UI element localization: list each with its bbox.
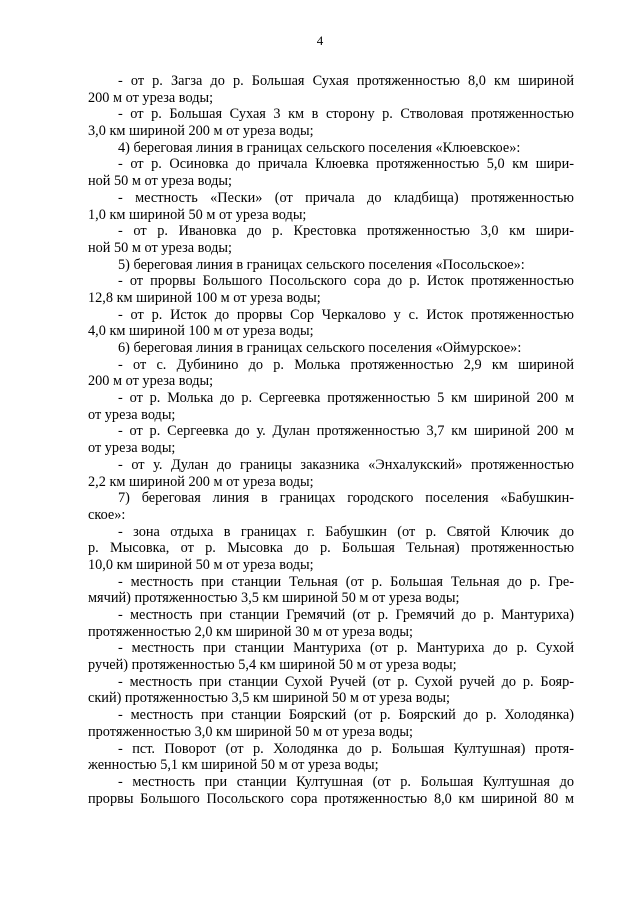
text-line: 200 м от уреза воды; — [88, 89, 214, 106]
text-line: - местность при станции Култушная (от р. Большая Култушная до — [118, 773, 574, 790]
text-line: от уреза воды; — [88, 406, 176, 423]
text-line: - от р. Большая Сухая 3 км в сторону р. Стволовая протяженностью — [118, 106, 574, 123]
text-line: прорвы Большого Посольского сора протяженностью 8,0 км шириной 80 м — [88, 790, 574, 807]
text-line: 2,2 км шириной 200 м от уреза воды; — [88, 473, 314, 490]
text-line: 12,8 км шириной 100 м от уреза воды; — [88, 289, 321, 306]
text-line: - от р. Ивановка до р. Крестовка протяженностью 3,0 км шири- — [118, 223, 574, 240]
text-line: 4,0 км шириной 100 м от уреза воды; — [88, 323, 314, 340]
text-line: ручей) протяженностью 5,4 км шириной 50 м от уреза воды; — [88, 657, 457, 674]
text-line: протяженностью 3,0 км шириной 50 м от уреза воды; — [88, 723, 414, 740]
text-line: 200 м от уреза воды; — [88, 373, 214, 390]
text-line: р. Мысовка, от р. Мысовка до р. Большая Тельная) протяженностью — [88, 540, 574, 557]
text-line: - местность при станции Боярский (от р. Боярский до р. Холодянка) — [118, 707, 574, 724]
text-line: - местность при станции Тельная (от р. Большая Тельная до р. Гре- — [118, 573, 574, 590]
text-line: - зона отдыха в границах г. Бабушкин (от р. Святой Ключик до — [118, 523, 574, 540]
text-line: ский) протяженностью 3,5 км шириной 50 м от уреза воды; — [88, 690, 450, 707]
text-line: 7) береговая линия в границах городского поселения «Бабушкин- — [118, 490, 574, 507]
text-line: - от р. Сергеевка до у. Дулан протяженностью 3,7 км шириной 200 м — [118, 423, 574, 440]
text-line: - от у. Дулан до границы заказника «Энхалукский» протяженностью — [118, 456, 574, 473]
text-line: мячий) протяженностью 3,5 км шириной 50 м от уреза воды; — [88, 590, 460, 607]
text-line: 6) береговая линия в границах сельского поселения «Оймурское»: — [118, 340, 522, 356]
text-line: 1,0 км шириной 50 м от уреза воды; — [88, 206, 307, 223]
text-line: 5) береговая линия в границах сельского поселения «Посольское»: — [118, 256, 525, 273]
text-line: протяженностью 2,0 км шириной 30 м от уреза воды; — [88, 623, 414, 640]
text-line: - местность «Пески» (от причала до кладбища) протяженностью — [118, 189, 574, 206]
text-line: - местность при станции Гремячий (от р. Гремячий до р. Мантуриха) — [118, 607, 574, 623]
text-line: - местность при станции Сухой Ручей (от р. Сухой ручей до р. Бояр- — [118, 673, 574, 690]
page-number: 4 — [316, 33, 324, 48]
text-line: от уреза воды; — [88, 440, 176, 457]
text-line: - от с. Дубинино до р. Молька протяженностью 2,9 км шириной — [118, 356, 574, 373]
text-line: 3,0 км шириной 200 м от уреза воды; — [88, 123, 314, 140]
text-line: женностью 5,1 км шириной 50 м от уреза воды; — [88, 757, 379, 774]
text-line: - от р. Исток до прорвы Сор Черкалово у с. Исток протяженностью — [118, 306, 574, 323]
text-line: - от р. Загза до р. Большая Сухая протяженностью 8,0 км шириной — [118, 73, 574, 89]
text-line: - от р. Молька до р. Сергеевка протяженностью 5 км шириной 200 м — [118, 390, 574, 407]
text-line: 10,0 км шириной 50 м от уреза воды; — [88, 556, 314, 573]
text-line: - пст. Поворот (от р. Холодянка до р. Большая Култушная) протя- — [118, 740, 574, 757]
text-line: - местность при станции Мантуриха (от р. Мантуриха до р. Сухой — [118, 640, 574, 657]
text-line: 4) береговая линия в границах сельского поселения «Клюевское»: — [118, 139, 521, 156]
document-body — [88, 73, 574, 807]
text-line: ское»: — [88, 506, 126, 523]
text-line: - от р. Осиновка до причала Клюевка протяженностью 5,0 км шири- — [118, 156, 574, 173]
text-line: - от прорвы Большого Посольского сора до р. Исток протяженностью — [118, 273, 574, 290]
text-line: ной 50 м от уреза воды; — [88, 239, 232, 256]
text-line: ной 50 м от уреза воды; — [88, 173, 232, 190]
